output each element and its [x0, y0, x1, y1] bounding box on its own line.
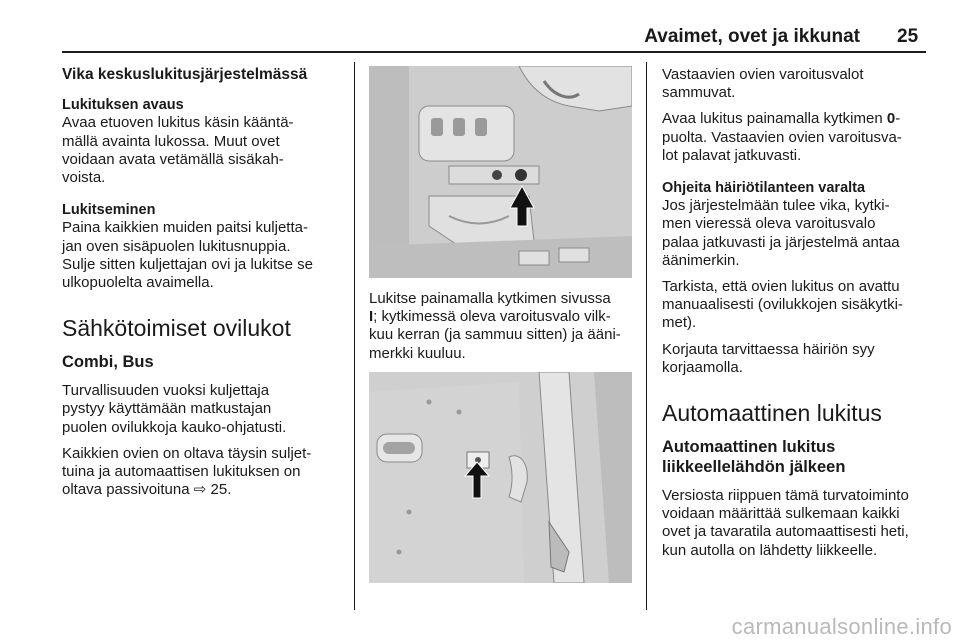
- auto-lock-subtitle: liikkeellelähdön jälkeen: [662, 458, 846, 477]
- caption-line: Lukitse painamalla kytkimen sivussa: [369, 290, 611, 307]
- lock-line: ulkopuolelta avaimella.: [62, 274, 214, 292]
- unlock-line: Avaa etuoven lukitus käsin kääntä-: [62, 114, 294, 132]
- fault-line: men vieressä oleva varoitusvalo: [662, 215, 876, 233]
- middle-caption: [369, 290, 637, 363]
- warn-line: Vastaavien ovien varoitusvalot: [662, 66, 864, 83]
- unlock-line: voidaan avata vetämällä sisäkah-: [62, 150, 284, 168]
- check-line: manuaalisesti (ovilukkojen sisäkytki-: [662, 296, 903, 314]
- fault-line: palaa jatkuvasti ja järjestelmä antaa: [662, 233, 900, 251]
- press0-hyphen: -: [895, 110, 901, 128]
- header-rule: [62, 51, 926, 53]
- auto-line: voidaan määrittää sulkemaan kaikki: [662, 505, 900, 523]
- combi-bus-title: Combi, Bus: [62, 353, 154, 372]
- passive-line: [62, 481, 348, 499]
- left-column: [62, 66, 348, 499]
- repair-line: Korjauta tarvittaessa häiriön syy: [662, 340, 875, 358]
- column-divider-1: [354, 62, 355, 610]
- watermark: carmanualsonline.info: [731, 614, 952, 639]
- warn-line: sammuvat.: [662, 84, 736, 102]
- combi-line: pystyy käyttämään matkustajan: [62, 400, 272, 418]
- press0-text: Avaa lukitus painamalla kytkimen: [662, 110, 887, 128]
- column-divider-2: [646, 62, 647, 610]
- auto-line: Versiosta riippuen tämä turvatoiminto: [662, 487, 909, 505]
- combi-line: Turvallisuuden vuoksi kuljettaja: [62, 382, 270, 400]
- passive-text: oltava passivoituna: [62, 481, 190, 499]
- check-line: met).: [662, 314, 697, 332]
- dashboard-switch-illustration: [369, 66, 632, 278]
- door-panel-illustration: [369, 372, 632, 583]
- switch-symbol-0: 0: [886, 110, 896, 128]
- passive-line: Kaikkien ovien on oltava täysin suljet-: [62, 444, 312, 462]
- lock-line: Paina kaikkien muiden paitsi kuljetta-: [62, 219, 308, 237]
- switch-symbol-I: I: [369, 308, 374, 326]
- caption-text: ; kytkimessä oleva varoitusvalo vilk-: [373, 308, 611, 326]
- unlock-line: mällä avainta lukossa. Muut ovet: [62, 132, 280, 150]
- combi-line: puolen ovilukkoja kauko-ohjatusti.: [62, 418, 287, 436]
- passive-line: tuina ja automaattisen lukituksen on: [62, 463, 301, 481]
- caption-line: merkki kuuluu.: [369, 344, 466, 362]
- unlock-title: Lukituksen avaus: [62, 97, 184, 114]
- caption-line: [369, 308, 637, 326]
- right-column: [662, 66, 932, 560]
- fault-title: Ohjeita häiriötilanteen varalta: [662, 180, 866, 197]
- door-panel-drawing: [369, 372, 632, 583]
- auto-line: kun autolla on lähdetty liikkeelle.: [662, 541, 878, 559]
- page-number: 25: [897, 26, 919, 47]
- unlock-line: voista.: [62, 169, 106, 187]
- fault-line: äänimerkin.: [662, 251, 740, 269]
- caption-line: kuu kerran (ja sammuu sitten) ja ääni-: [369, 326, 621, 344]
- page-ref[interactable]: 25.: [210, 481, 232, 499]
- lock-title: Lukitseminen: [62, 202, 156, 219]
- section-title-fault: Vika keskuslukitusjärjestelmässä: [62, 66, 308, 83]
- lock-line: jan oven sisäpuolen lukitusnuppia.: [62, 237, 291, 255]
- repair-line: korjaamolla.: [662, 358, 743, 376]
- press0-line: puolta. Vastaavien ovien varoitusva-: [662, 128, 902, 146]
- lock-line: Sulje sitten kuljettajan ovi ja lukitse se: [62, 255, 313, 273]
- dashboard-switch-drawing: [369, 66, 632, 278]
- press0-line: [662, 110, 932, 128]
- auto-line: ovet ja tavaratila automaattisesti heti,: [662, 523, 909, 541]
- check-line: Tarkista, että ovien lukitus on avattu: [662, 278, 900, 296]
- page-header-title: Avaimet, ovet ja ikkunat: [644, 26, 860, 47]
- press0-line: lot palavat jatkuvasti.: [662, 146, 802, 164]
- auto-lock-subtitle: Automaattinen lukitus: [662, 438, 836, 457]
- page-ref-arrow-icon[interactable]: ⇨: [193, 481, 207, 499]
- power-locks-title: Sähkötoimiset ovilukot: [62, 315, 291, 342]
- fault-line: Jos järjestelmään tulee vika, kytki-: [662, 197, 890, 215]
- auto-lock-title: Automaattinen lukitus: [662, 400, 882, 427]
